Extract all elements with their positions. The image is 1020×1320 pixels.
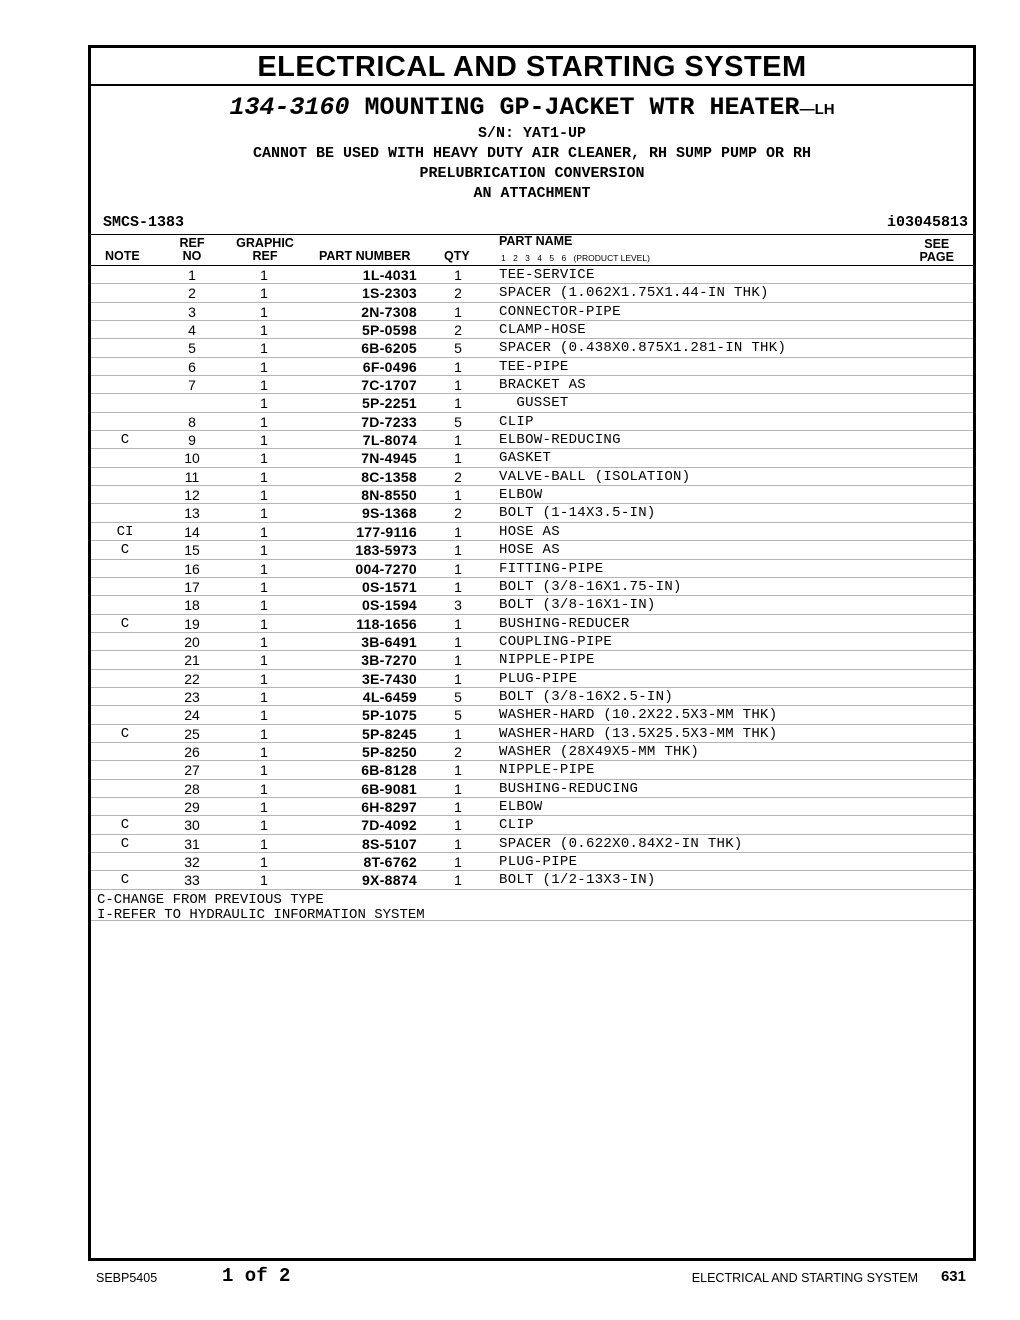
qty-cell: 1 bbox=[454, 523, 462, 540]
graphic-ref-cell: 1 bbox=[260, 597, 268, 614]
ref-no-cell: 28 bbox=[184, 780, 200, 797]
qty-cell: 2 bbox=[454, 322, 462, 339]
product-level-label: (PRODUCT LEVEL) bbox=[573, 253, 650, 263]
group-note-line-3: AN ATTACHMENT bbox=[473, 185, 591, 202]
ref-no-cell: 12 bbox=[184, 487, 200, 504]
part-number-cell[interactable]: 6F-0496 bbox=[362, 358, 417, 375]
part-number-cell[interactable]: 9X-8874 bbox=[361, 872, 417, 889]
ref-no-cell: 26 bbox=[184, 743, 200, 760]
part-number-cell[interactable]: 5P-8245 bbox=[361, 725, 417, 742]
table-row bbox=[91, 541, 973, 559]
part-number-cell[interactable]: 183-5973 bbox=[355, 542, 417, 559]
note-cell: C bbox=[120, 542, 130, 559]
note-cell: CI bbox=[116, 523, 134, 540]
table-row bbox=[91, 798, 973, 816]
qty-cell: 1 bbox=[454, 358, 462, 375]
part-name-cell: HOSE AS bbox=[499, 542, 560, 559]
ref-no-cell: 25 bbox=[184, 725, 200, 742]
part-number-cell[interactable]: 118-1656 bbox=[356, 615, 417, 632]
graphic-ref-cell: 1 bbox=[260, 872, 268, 889]
qty-cell: 5 bbox=[454, 413, 462, 430]
ref-no-cell: 31 bbox=[184, 835, 200, 852]
part-name-cell: ELBOW bbox=[499, 487, 543, 504]
part-number-cell[interactable]: 7D-4092 bbox=[361, 817, 417, 834]
graphic-ref-cell: 1 bbox=[260, 633, 268, 650]
ref-no-cell: 32 bbox=[184, 854, 200, 870]
part-name-cell: SPACER (1.062X1.75X1.44-IN THK) bbox=[499, 285, 769, 302]
part-name-cell: CONNECTOR-PIPE bbox=[499, 303, 621, 320]
part-name-cell: COUPLING-PIPE bbox=[499, 633, 613, 650]
page-of: 1 of 2 bbox=[222, 1265, 291, 1287]
part-name-cell: GASKET bbox=[499, 450, 552, 467]
ref-no-cell: 24 bbox=[184, 707, 200, 724]
graphic-ref-cell: 1 bbox=[260, 340, 268, 357]
qty-cell: 1 bbox=[454, 578, 462, 595]
graphic-ref-cell: 1 bbox=[260, 267, 268, 283]
serial-number-range: S/N: YAT1-UP bbox=[477, 125, 587, 142]
ref-no-cell: 15 bbox=[184, 542, 200, 559]
graphic-ref-cell: 1 bbox=[260, 762, 268, 779]
table-row bbox=[91, 871, 973, 889]
part-name-cell: TEE-SERVICE bbox=[499, 267, 595, 283]
part-name-cell: WASHER-HARD (10.2X22.5X3-MM THK) bbox=[499, 707, 778, 724]
part-number-cell[interactable]: 3B-7270 bbox=[361, 652, 417, 669]
footer-section: ELECTRICAL AND STARTING SYSTEM bbox=[691, 1271, 918, 1285]
table-row bbox=[91, 468, 973, 486]
ref-no-cell: 22 bbox=[184, 670, 200, 687]
ref-no-cell: 4 bbox=[188, 322, 196, 339]
table-row bbox=[91, 853, 973, 871]
qty-cell: 1 bbox=[454, 725, 462, 742]
group-suffix: —LH bbox=[799, 101, 835, 118]
ref-no-cell: 1 bbox=[188, 267, 196, 283]
part-number-cell[interactable]: 7N-4945 bbox=[361, 450, 417, 467]
part-number-cell[interactable]: 5P-8250 bbox=[361, 743, 417, 760]
col-ref-no: REF NO bbox=[179, 236, 205, 263]
part-name-cell: WASHER-HARD (13.5X25.5X3-MM THK) bbox=[499, 725, 778, 742]
graphic-ref-cell: 1 bbox=[260, 303, 268, 320]
table-row bbox=[91, 725, 973, 743]
qty-cell: 1 bbox=[454, 798, 462, 815]
ref-no-cell: 17 bbox=[184, 578, 200, 595]
graphic-ref-cell: 1 bbox=[260, 560, 268, 577]
table-row bbox=[91, 413, 973, 431]
page-footer bbox=[0, 1262, 1020, 1292]
ref-no-cell: 5 bbox=[188, 340, 196, 357]
table-row bbox=[91, 449, 973, 467]
graphic-ref-cell: 1 bbox=[260, 322, 268, 339]
ref-no-cell: 29 bbox=[184, 798, 200, 815]
qty-cell: 1 bbox=[454, 303, 462, 320]
graphic-ref-cell: 1 bbox=[260, 707, 268, 724]
qty-cell: 1 bbox=[454, 450, 462, 467]
ref-no-cell: 30 bbox=[184, 817, 200, 834]
part-name-cell: SPACER (0.438X0.875X1.281-IN THK) bbox=[499, 340, 787, 357]
qty-cell: 1 bbox=[454, 633, 462, 650]
part-name-cell: CLIP bbox=[499, 817, 534, 834]
table-row bbox=[91, 560, 973, 578]
qty-cell: 1 bbox=[454, 377, 462, 394]
table-row bbox=[91, 578, 973, 596]
table-row bbox=[91, 688, 973, 706]
smcs-row bbox=[91, 212, 973, 235]
table-row bbox=[91, 321, 973, 339]
part-number-cell[interactable]: 8S-5107 bbox=[361, 835, 417, 852]
note-cell: C bbox=[120, 817, 130, 834]
table-row bbox=[91, 633, 973, 651]
part-number-cell[interactable]: 177-9116 bbox=[356, 523, 417, 540]
qty-cell: 1 bbox=[454, 872, 462, 889]
part-number-cell[interactable]: 0S-1594 bbox=[361, 597, 417, 614]
table-row bbox=[91, 761, 973, 779]
part-number-cell[interactable]: 6H-8297 bbox=[361, 798, 417, 815]
table-row bbox=[91, 376, 973, 394]
part-number-cell[interactable]: 3E-7430 bbox=[361, 670, 417, 687]
graphic-ref-cell: 1 bbox=[260, 542, 268, 559]
graphic-ref-cell: 1 bbox=[260, 854, 268, 870]
group-name: MOUNTING GP-JACKET WTR HEATER bbox=[364, 93, 800, 122]
part-name-cell: ELBOW-REDUCING bbox=[499, 432, 621, 449]
table-row bbox=[91, 431, 973, 449]
part-name-cell: CLIP bbox=[499, 413, 534, 430]
ref-no-cell: 16 bbox=[184, 560, 200, 577]
table-row bbox=[91, 743, 973, 761]
part-number-cell[interactable]: 8C-1358 bbox=[361, 468, 417, 485]
parts-page-frame bbox=[88, 45, 976, 1261]
legend-change: C-CHANGE FROM PREVIOUS TYPE bbox=[97, 891, 324, 908]
group-header bbox=[91, 95, 973, 204]
table-row bbox=[91, 504, 973, 522]
graphic-ref-cell: 1 bbox=[260, 523, 268, 540]
qty-cell: 3 bbox=[454, 597, 462, 614]
qty-cell: 5 bbox=[454, 707, 462, 724]
ref-no-cell: 18 bbox=[184, 597, 200, 614]
part-number-cell[interactable]: 4L-6459 bbox=[362, 688, 417, 705]
ref-no-cell: 13 bbox=[184, 505, 200, 522]
ref-no-cell: 23 bbox=[184, 688, 200, 705]
section-title: ELECTRICAL AND STARTING SYSTEM bbox=[91, 48, 973, 86]
graphic-ref-cell: 1 bbox=[260, 285, 268, 302]
part-number-cell[interactable]: 7D-7233 bbox=[361, 413, 417, 430]
graphic-ref-cell: 1 bbox=[260, 395, 268, 412]
part-number-cell[interactable]: 1L-4031 bbox=[362, 267, 417, 283]
qty-cell: 5 bbox=[454, 340, 462, 357]
qty-cell: 1 bbox=[454, 835, 462, 852]
qty-cell: 1 bbox=[454, 817, 462, 834]
group-note-line-1: CANNOT BE USED WITH HEAVY DUTY AIR CLEANER, RH SUMP PUMP OR RH bbox=[252, 145, 812, 162]
legend-notes bbox=[91, 890, 973, 921]
part-number-cell[interactable]: 7L-8074 bbox=[362, 432, 417, 449]
document-id: SEBP5405 bbox=[96, 1271, 158, 1285]
graphic-ref-cell: 1 bbox=[260, 688, 268, 705]
table-row bbox=[91, 706, 973, 724]
qty-cell: 1 bbox=[454, 854, 462, 870]
qty-cell: 1 bbox=[454, 652, 462, 669]
parts-table-body bbox=[91, 266, 973, 890]
table-row bbox=[91, 358, 973, 376]
ref-no-cell: 11 bbox=[184, 468, 200, 485]
graphic-ref-cell: 1 bbox=[260, 377, 268, 394]
col-graphic-ref: GRAPHIC REF bbox=[236, 236, 294, 263]
qty-cell: 1 bbox=[454, 487, 462, 504]
part-name-cell: HOSE AS bbox=[499, 523, 560, 540]
part-number-cell[interactable]: 5P-0598 bbox=[361, 322, 417, 339]
ref-no-cell: 3 bbox=[188, 303, 196, 320]
part-name-cell: BRACKET AS bbox=[499, 377, 587, 394]
part-name-cell: CLAMP-HOSE bbox=[499, 322, 587, 339]
part-name-cell: ELBOW bbox=[499, 798, 543, 815]
ref-no-cell: 6 bbox=[188, 358, 196, 375]
ref-no-cell: 20 bbox=[184, 633, 200, 650]
table-row bbox=[91, 486, 973, 504]
table-row bbox=[91, 523, 973, 541]
qty-cell: 1 bbox=[454, 395, 462, 412]
qty-cell: 1 bbox=[454, 267, 462, 283]
table-row bbox=[91, 596, 973, 614]
legend-hydraulic: I-REFER TO HYDRAULIC INFORMATION SYSTEM bbox=[97, 906, 425, 923]
ref-no-cell: 21 bbox=[184, 652, 200, 669]
group-number: 134-3160 bbox=[229, 93, 350, 122]
part-name-cell: SPACER (0.622X0.84X2-IN THK) bbox=[499, 835, 743, 852]
part-name-cell: BOLT (1/2-13X3-IN) bbox=[499, 872, 656, 889]
graphic-ref-cell: 1 bbox=[260, 817, 268, 834]
part-name-cell: NIPPLE-PIPE bbox=[499, 762, 595, 779]
part-name-cell: BOLT (1-14X3.5-IN) bbox=[499, 505, 656, 522]
table-row bbox=[91, 615, 973, 633]
qty-cell: 1 bbox=[454, 670, 462, 687]
part-number-cell[interactable]: 8T-6762 bbox=[363, 854, 417, 870]
part-number-cell[interactable]: 5P-1075 bbox=[361, 707, 417, 724]
part-number-cell[interactable]: 2N-7308 bbox=[361, 303, 417, 320]
graphic-ref-cell: 1 bbox=[260, 798, 268, 815]
part-number-cell[interactable]: 7C-1707 bbox=[361, 377, 417, 394]
table-row bbox=[91, 780, 973, 798]
col-see-page: SEE PAGE bbox=[919, 237, 954, 264]
note-cell: C bbox=[120, 872, 130, 889]
part-number-cell[interactable]: 9S-1368 bbox=[361, 505, 417, 522]
qty-cell: 1 bbox=[454, 542, 462, 559]
table-row bbox=[91, 670, 973, 688]
group-note-line-2: PRELUBRICATION CONVERSION bbox=[419, 165, 645, 182]
group-title-line bbox=[91, 95, 973, 123]
smcs-code: SMCS-1383 bbox=[103, 214, 185, 231]
ref-no-cell: 9 bbox=[188, 432, 196, 449]
table-row bbox=[91, 266, 973, 284]
graphic-ref-cell: 1 bbox=[260, 725, 268, 742]
table-row bbox=[91, 394, 973, 412]
table-row bbox=[91, 651, 973, 669]
ref-no-cell: 19 bbox=[184, 615, 200, 632]
ref-no-cell: 7 bbox=[188, 377, 196, 394]
qty-cell: 1 bbox=[454, 560, 462, 577]
graphic-ref-cell: 1 bbox=[260, 615, 268, 632]
table-row bbox=[91, 339, 973, 357]
part-number-cell[interactable]: 5P-2251 bbox=[361, 395, 417, 412]
note-cell: C bbox=[120, 835, 130, 852]
table-row bbox=[91, 835, 973, 853]
part-name-cell: BOLT (3/8-16X1-IN) bbox=[499, 597, 656, 614]
graphic-ref-cell: 1 bbox=[260, 487, 268, 504]
ref-no-cell: 33 bbox=[184, 872, 200, 889]
graphic-ref-cell: 1 bbox=[260, 413, 268, 430]
part-number-cell[interactable]: 1S-2303 bbox=[361, 285, 417, 302]
ref-no-cell: 10 bbox=[184, 450, 200, 467]
qty-cell: 2 bbox=[454, 505, 462, 522]
col-part-name: PART NAME bbox=[499, 234, 573, 248]
part-name-cell: WASHER (28X49X5-MM THK) bbox=[499, 743, 700, 760]
ref-no-cell: 8 bbox=[188, 413, 196, 430]
graphic-ref-cell: 1 bbox=[260, 835, 268, 852]
part-name-cell: NIPPLE-PIPE bbox=[499, 652, 595, 669]
part-name-cell: PLUG-PIPE bbox=[499, 670, 578, 687]
qty-cell: 2 bbox=[454, 285, 462, 302]
page-number: 631 bbox=[940, 1268, 966, 1285]
note-cell: C bbox=[120, 432, 130, 449]
qty-cell: 5 bbox=[454, 688, 462, 705]
graphic-ref-cell: 1 bbox=[260, 780, 268, 797]
part-number-cell[interactable]: 3B-6491 bbox=[361, 633, 417, 650]
graphic-ref-cell: 1 bbox=[260, 505, 268, 522]
table-row bbox=[91, 303, 973, 321]
col-qty: QTY bbox=[444, 249, 470, 263]
graphic-ref-cell: 1 bbox=[260, 652, 268, 669]
part-number-cell[interactable]: 004-7270 bbox=[355, 560, 417, 577]
part-name-cell: GUSSET bbox=[499, 395, 569, 412]
part-name-cell: VALVE-BALL (ISOLATION) bbox=[499, 468, 691, 485]
table-header bbox=[91, 235, 973, 266]
part-name-cell: PLUG-PIPE bbox=[499, 854, 578, 870]
graphic-ref-cell: 1 bbox=[260, 450, 268, 467]
part-number-cell[interactable]: 6B-9081 bbox=[361, 780, 417, 797]
part-number-cell[interactable]: 6B-8128 bbox=[361, 762, 417, 779]
graphic-ref-cell: 1 bbox=[260, 358, 268, 375]
col-product-levels bbox=[501, 252, 650, 265]
part-name-cell: BOLT (3/8-16X2.5-IN) bbox=[499, 688, 674, 705]
qty-cell: 2 bbox=[454, 468, 462, 485]
part-name-cell: BUSHING-REDUCING bbox=[499, 780, 639, 797]
part-number-cell[interactable]: 6B-6205 bbox=[361, 340, 417, 357]
graphic-ref-cell: 1 bbox=[260, 432, 268, 449]
illustration-id: i03045813 bbox=[886, 214, 968, 231]
qty-cell: 1 bbox=[454, 780, 462, 797]
col-note: NOTE bbox=[105, 249, 140, 263]
part-number-cell[interactable]: 0S-1571 bbox=[361, 578, 417, 595]
graphic-ref-cell: 1 bbox=[260, 468, 268, 485]
part-name-cell: FITTING-PIPE bbox=[499, 560, 604, 577]
graphic-ref-cell: 1 bbox=[260, 670, 268, 687]
note-cell: C bbox=[120, 725, 130, 742]
ref-no-cell: 14 bbox=[184, 523, 200, 540]
graphic-ref-cell: 1 bbox=[260, 578, 268, 595]
ref-no-cell: 2 bbox=[188, 285, 196, 302]
table-row bbox=[91, 816, 973, 834]
qty-cell: 2 bbox=[454, 743, 462, 760]
qty-cell: 1 bbox=[454, 762, 462, 779]
part-number-cell[interactable]: 8N-8550 bbox=[361, 487, 417, 504]
part-name-cell: BOLT (3/8-16X1.75-IN) bbox=[499, 578, 682, 595]
graphic-ref-cell: 1 bbox=[260, 743, 268, 760]
qty-cell: 1 bbox=[454, 615, 462, 632]
col-part-number: PART NUMBER bbox=[319, 249, 411, 263]
qty-cell: 1 bbox=[454, 432, 462, 449]
level-numbers: 1 2 3 4 5 6 bbox=[501, 253, 567, 263]
ref-no-cell: 27 bbox=[184, 762, 200, 779]
table-row bbox=[91, 284, 973, 302]
note-cell: C bbox=[120, 615, 130, 632]
part-name-cell: TEE-PIPE bbox=[499, 358, 569, 375]
part-name-cell: BUSHING-REDUCER bbox=[499, 615, 630, 632]
